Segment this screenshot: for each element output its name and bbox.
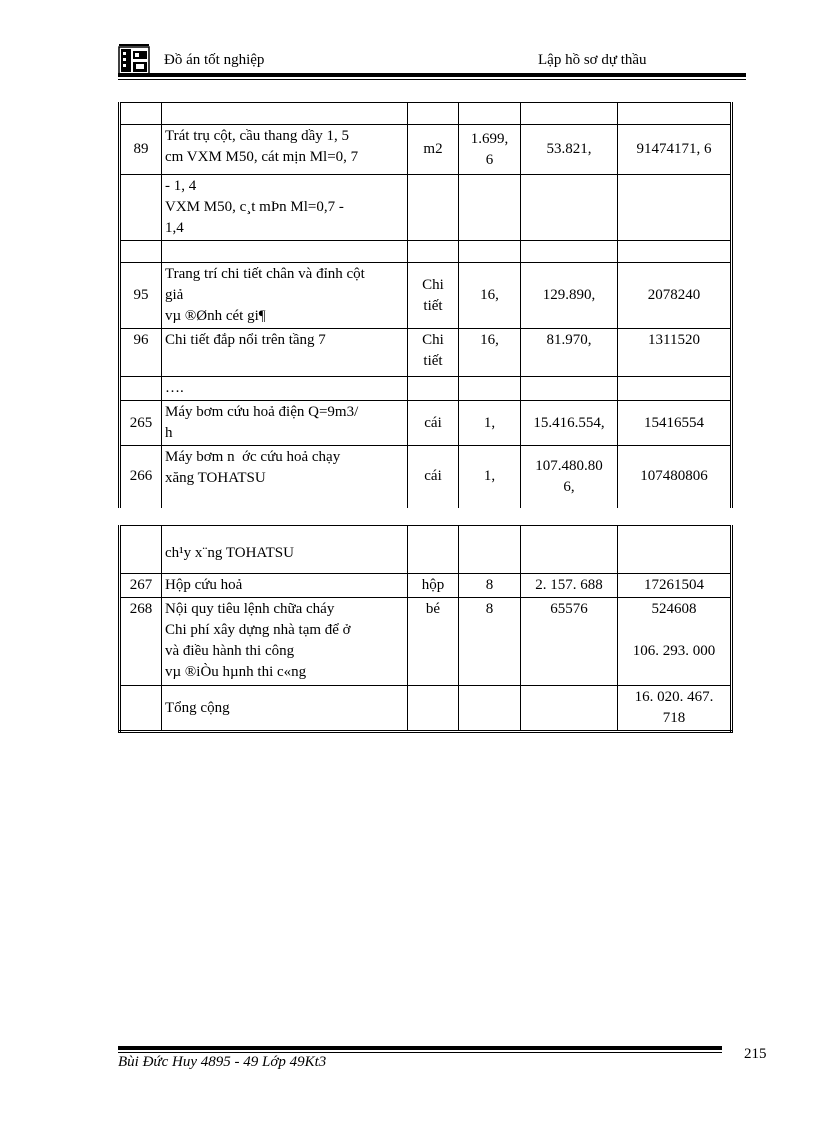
cell-desc: Máy bơm n ớc cứu hoả chạy xăng TOHATSU (162, 446, 408, 508)
cell-no: 95 (120, 263, 162, 329)
cell-qty (459, 241, 521, 263)
cell-no: 96 (120, 329, 162, 377)
cost-table-part1 (118, 102, 733, 508)
footer-rule-thin (118, 1052, 722, 1053)
cell-total: 107480806 (618, 446, 732, 508)
table-row (120, 686, 732, 732)
cell-total: 524608 106. 293. 000 (618, 598, 732, 686)
table-row (120, 125, 732, 175)
cell-no (120, 241, 162, 263)
cell-total: 2078240 (618, 263, 732, 329)
cell-qty: 1.699, 6 (459, 125, 521, 175)
table-row (120, 574, 732, 598)
cell-total: 16. 020. 467. 718 (618, 686, 732, 732)
cell-no (120, 377, 162, 401)
table-row (120, 175, 732, 241)
cell-no (120, 175, 162, 241)
footer-rule (118, 1046, 722, 1050)
cell-price (521, 686, 618, 732)
cell-desc (162, 241, 408, 263)
cell-price (521, 526, 618, 574)
cell-total (618, 175, 732, 241)
cell-total (618, 377, 732, 401)
cell-price: 2. 157. 688 (521, 574, 618, 598)
cell-price (521, 103, 618, 125)
cell-price (521, 241, 618, 263)
page-number: 215 (744, 1046, 767, 1062)
cell-desc: Chi tiết đắp nổi trên tầng 7 (162, 329, 408, 377)
cell-qty: 16, (459, 263, 521, 329)
cell-total (618, 103, 732, 125)
cell-qty: 1, (459, 401, 521, 446)
cell-no: 265 (120, 401, 162, 446)
cell-desc: Tổng cộng (162, 686, 408, 732)
cell-no (120, 686, 162, 732)
cell-no: 266 (120, 446, 162, 508)
cell-desc: Nội quy tiêu lệnh chữa cháy Chi phí xây dựng nhà tạm để ở và điều hành thi công vµ ®iÒu hµnh thi c«ng (162, 598, 408, 686)
cell-unit: Chi tiết (408, 263, 459, 329)
cell-qty: 8 (459, 598, 521, 686)
cell-desc: - 1, 4 VXM M50, c¸t mÞn Ml=0,7 - 1,4 (162, 175, 408, 241)
cell-desc: ch¹y x¨ng TOHATSU (162, 526, 408, 574)
table-row (120, 103, 732, 125)
table-row (120, 446, 732, 508)
header-rule-thin (118, 79, 746, 80)
cell-price: 65576 (521, 598, 618, 686)
cell-total: 17261504 (618, 574, 732, 598)
header-title-right: Lập hồ sơ dự thầu (538, 52, 647, 68)
cell-desc: Hộp cứu hoả (162, 574, 408, 598)
cell-total (618, 241, 732, 263)
cell-unit (408, 103, 459, 125)
cell-price (521, 175, 618, 241)
cell-unit (408, 241, 459, 263)
cell-price: 15.416.554, (521, 401, 618, 446)
cell-unit: cái (408, 401, 459, 446)
table-row (120, 241, 732, 263)
cell-unit: bé (408, 598, 459, 686)
cell-qty (459, 103, 521, 125)
footer-author: Bùi Đức Huy 4895 - 49 Lớp 49Kt3 (118, 1054, 327, 1070)
cell-unit: m2 (408, 125, 459, 175)
cell-total: 91474171, 6 (618, 125, 732, 175)
cell-desc: Trang trí chi tiết chân và đỉnh cột giả vµ ®Ønh cét gi¶ (162, 263, 408, 329)
cell-total: 15416554 (618, 401, 732, 446)
table-row (120, 401, 732, 446)
cell-price: 129.890, (521, 263, 618, 329)
cell-qty: 1, (459, 446, 521, 508)
cell-qty: 8 (459, 574, 521, 598)
cell-total: 1311520 (618, 329, 732, 377)
cell-unit (408, 686, 459, 732)
cell-unit (408, 526, 459, 574)
document-logo-icon (118, 43, 150, 75)
cell-qty (459, 526, 521, 574)
cell-qty: 16, (459, 329, 521, 377)
cell-no (120, 526, 162, 574)
cell-qty (459, 377, 521, 401)
cell-desc: Trát trụ cột, cầu thang dầy 1, 5 cm VXM M50, cát mịn Ml=0, 7 (162, 125, 408, 175)
cell-price: 81.970, (521, 329, 618, 377)
cell-qty (459, 686, 521, 732)
cost-table-part2 (118, 525, 733, 733)
cell-total (618, 526, 732, 574)
cell-unit: hộp (408, 574, 459, 598)
cell-desc (162, 103, 408, 125)
cell-no (120, 103, 162, 125)
cell-no: 89 (120, 125, 162, 175)
table-row (120, 329, 732, 377)
cell-price (521, 377, 618, 401)
cell-unit: Chi tiết (408, 329, 459, 377)
cell-no: 268 (120, 598, 162, 686)
table-row (120, 377, 732, 401)
table-row (120, 526, 732, 574)
cell-unit (408, 377, 459, 401)
cell-price: 107.480.80 6, (521, 446, 618, 508)
header-rule (118, 73, 746, 77)
table-row (120, 263, 732, 329)
cell-qty (459, 175, 521, 241)
cell-no: 267 (120, 574, 162, 598)
header-title-left: Đồ án tốt nghiệp (164, 52, 265, 68)
cell-desc: Máy bơm cứu hoả điện Q=9m3/ h (162, 401, 408, 446)
table-row (120, 598, 732, 686)
cell-unit: cái (408, 446, 459, 508)
cell-price: 53.821, (521, 125, 618, 175)
cell-desc: …. (162, 377, 408, 401)
cell-unit (408, 175, 459, 241)
